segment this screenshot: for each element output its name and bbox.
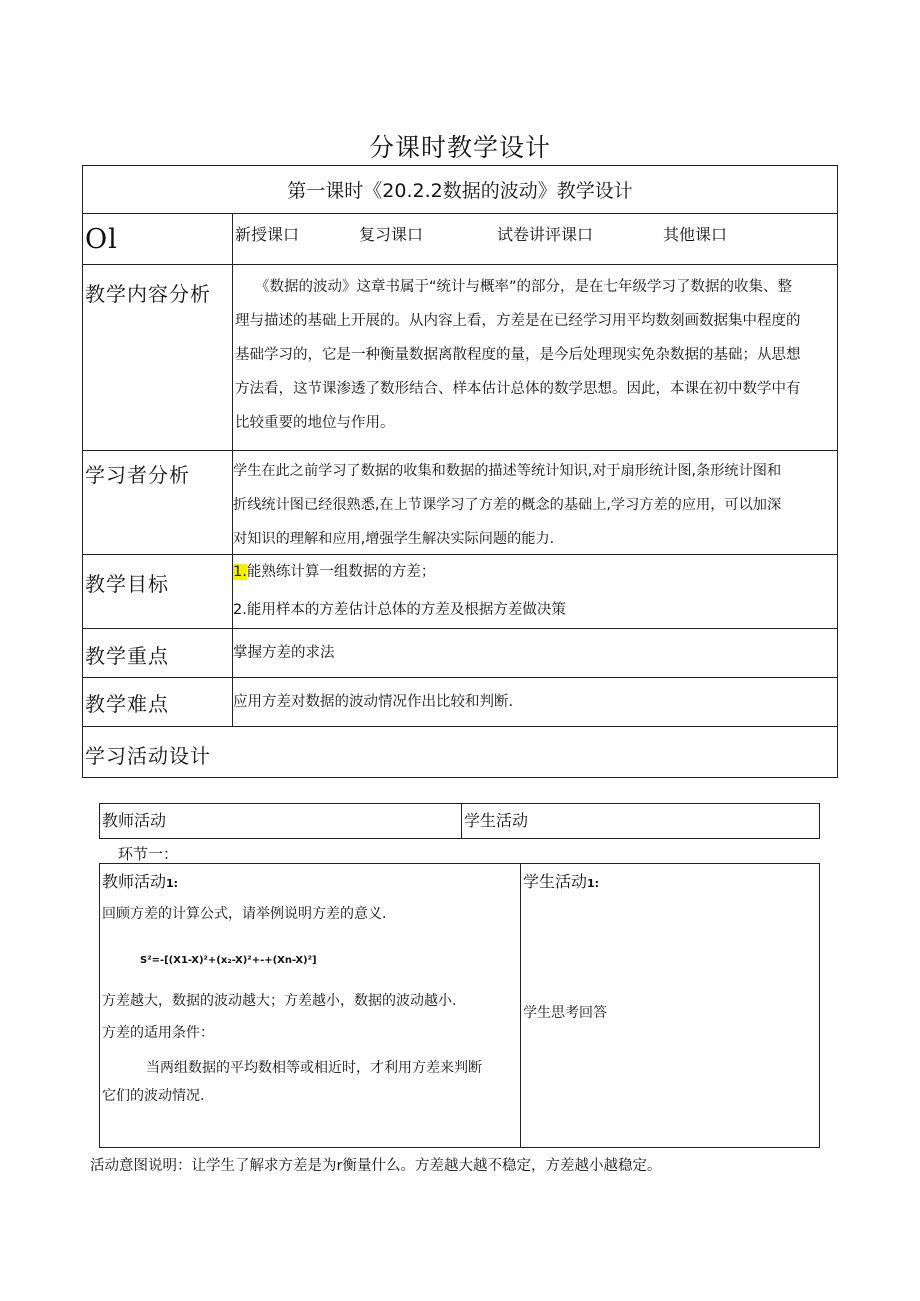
lesson-design-table: [82, 165, 838, 778]
difficulty-label: 教学难点: [85, 692, 169, 716]
teacher-activity-line: 回顾方差的计算公式，请举例说明方差的意义.: [102, 906, 387, 922]
objectives-label: 教学目标: [85, 572, 169, 596]
teacher-activity-line: 方差的适用条件：: [102, 1025, 214, 1041]
stage-one-table: [99, 863, 820, 1148]
class-type-label: Ol: [85, 224, 118, 255]
option-exam-review-lesson[interactable]: 试卷讲评课口: [497, 225, 594, 244]
student-activity-title: 学生活动1:: [523, 872, 600, 891]
key-point-text: 掌握方差的求法: [233, 645, 335, 661]
teacher-activity-title: 教师活动1:: [102, 872, 179, 891]
content-analysis-line: 《数据的波动》这章书属于“统计与概率”的部分，是在七年级学习了数据的收集、整: [255, 279, 793, 295]
row-divider: [83, 213, 837, 214]
row-divider: [83, 726, 837, 727]
option-review-lesson[interactable]: 复习课口: [359, 225, 424, 244]
teacher-activity-line: 它们的波动情况.: [102, 1088, 205, 1104]
page-title: 分课时教学设计: [368, 133, 551, 162]
teacher-activity-header: 教师活动: [102, 811, 167, 830]
objective-number-highlight: 1.: [233, 564, 247, 580]
column-divider: [520, 864, 521, 1147]
learner-analysis-line: 对知识的理解和应用,增强学生解决实际问题的能力.: [233, 531, 555, 547]
row-divider: [83, 264, 837, 265]
objective-item-2: 2.能用样本的方差估计总体的方差及根据方差做决策: [233, 602, 566, 618]
activity-design-label: 学习活动设计: [85, 744, 211, 768]
activity-header-table: [99, 803, 820, 839]
column-divider: [461, 804, 462, 838]
learner-analysis-line: 学生在此之前学习了数据的收集和数据的描述等统计知识,对于扇形统计图,条形统计图和: [233, 463, 782, 479]
row-divider: [83, 628, 837, 629]
option-new-lesson[interactable]: 新授课口: [235, 225, 300, 244]
stage-label: 环节一：: [118, 845, 179, 863]
objective-item-1: 1.能熟练计算一组数据的方差；: [233, 564, 436, 580]
objectives-text: [233, 556, 833, 626]
lesson-title: 第一课时《20.2.2数据的波动》教学设计: [287, 180, 633, 202]
row-divider: [83, 677, 837, 678]
student-activity-text: 学生思考回答: [523, 1005, 607, 1021]
key-point-label: 教学重点: [85, 644, 169, 668]
difficulty-text: 应用方差对数据的波动情况作出比较和判断.: [233, 694, 514, 710]
content-analysis-line: 理与描述的基础上开展的。从内容上看，方差是在已经学习用平均数刻画数据集中程度的: [235, 313, 801, 329]
variance-formula: S²=-[(X1-X)²+(x₂-X)²+-+(Xn-X)²]: [140, 955, 317, 966]
learner-analysis-line: 折线统计图已经很熟悉,在上节课学习了方差的概念的基础上,学习方差的应用，可以加深: [233, 497, 782, 513]
content-analysis-text: [235, 270, 835, 440]
content-analysis-line: 比较重要的地位与作用。: [235, 415, 395, 431]
row-divider: [83, 450, 837, 451]
activity-intent-note: 活动意图说明：让学生了解求方差是为r衡量什么。方差越大越不稳定，方差越小越稳定。: [90, 1158, 662, 1174]
learner-analysis-label: 学习者分析: [85, 463, 190, 487]
student-activity-header: 学生活动: [464, 811, 529, 830]
content-analysis-line: 基础学习的，它是一种衡量数据离散程度的量，是今后处理现实免杂数据的基础；从思想: [235, 347, 801, 363]
teacher-activity-line: 方差越大，数据的波动越大；方差越小，数据的波动越小.: [102, 993, 457, 1009]
learner-analysis-text: [233, 454, 837, 556]
option-other-lesson[interactable]: 其他课口: [663, 225, 728, 244]
teacher-activity-line: 当两组数据的平均数相等或相近时，才利用方差来判断: [146, 1060, 482, 1076]
content-analysis-label: 教学内容分析: [85, 282, 211, 306]
content-analysis-line: 方法看，这节课渗透了数形结合、样本估计总体的数学思想。因此，本课在初中数学中有: [235, 381, 801, 397]
